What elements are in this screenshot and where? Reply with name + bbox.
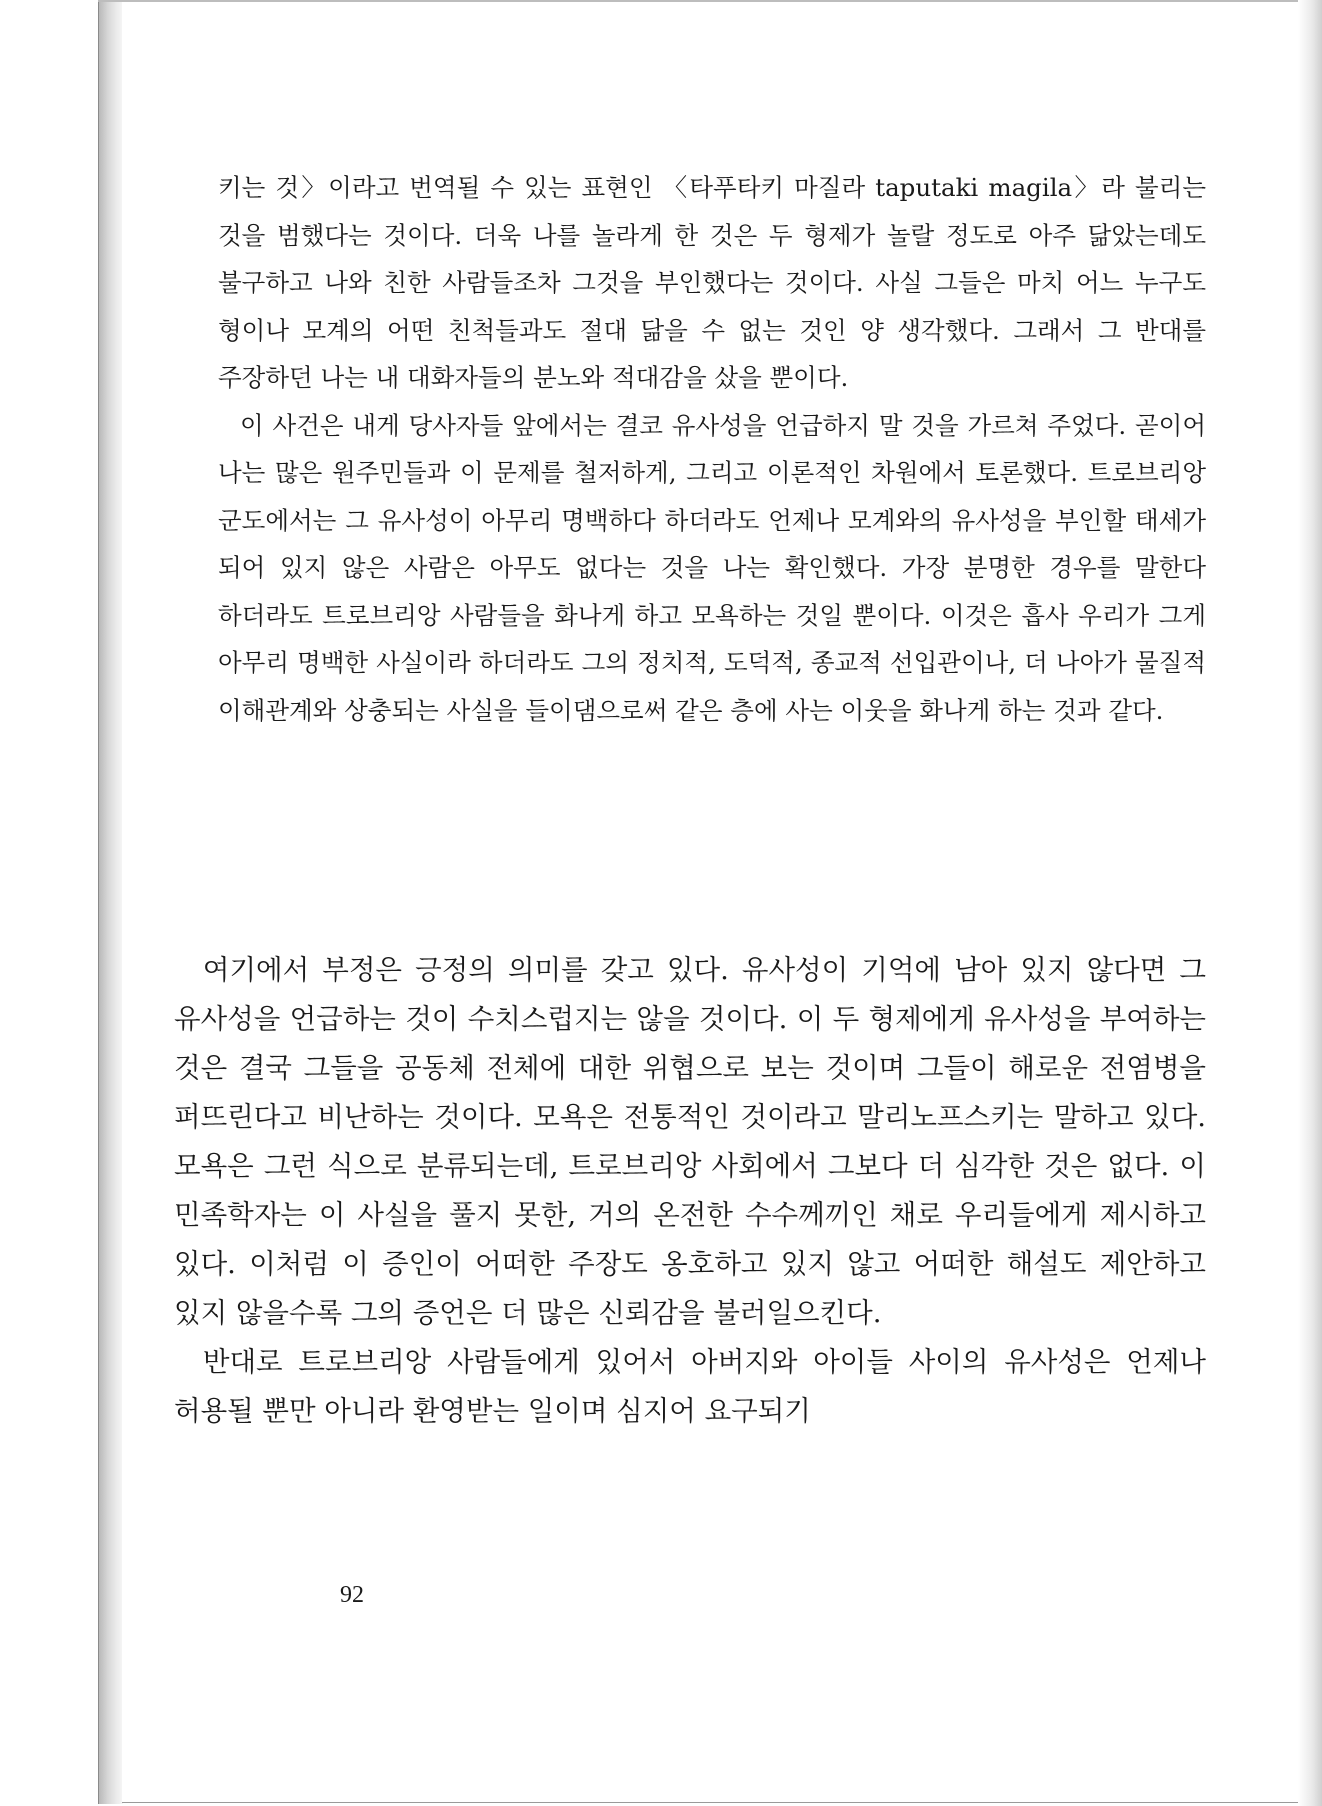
body-paragraph: 여기에서 부정은 긍정의 의미를 갖고 있다. 유사성이 기억에 남아 있지 않다면 그 유사성을 언급하는 것이 수치스럽지는 않을 것이다. 이 두 형제에게 유사성을 부여하는 것은 결국 그들을 공동체 전체에 대한 위협으로 보는 것이며 그들이 해로운 전염병을 퍼뜨린다고 비난하는 것이다. 모욕은 전통적인 것이라고 말리노프스키는 말하고 있다. 모욕은 그런 식으로 분류되는데, 트로브리앙 사회에서 그보다 더 심각한 것은 없다. 이 민족학자는 이 사실을 풀지 못한, 거의 온전한 수수께끼인 채로 우리들에게 제시하고 있다. 이처럼 이 증인이 어떠한 주장도 옹호하고 있지 않고 어떠한 해설도 제안하고 있지 않을수록 그의 증언은 더 많은 신뢰감을 불러일으킨다. (174, 954, 1206, 1329)
page-right-shadow (1298, 0, 1322, 1806)
page-number: 92 (340, 1582, 364, 1608)
body-text (174, 946, 1206, 1436)
quote-paragraph: 키는 것〉이라고 번역될 수 있는 표현인 〈타푸타키 마질라 taputaki magila〉라 불리는 것을 범했다는 것이다. 더욱 나를 놀라게 한 것은 두 형제가 놀랄 정도로 아주 닮았는데도 불구하고 나와 친한 사람들조차 그것을 부인했다는 것이다. 사실 그들은 마치 어느 누구도 형이나 모계의 어떤 친척들과도 절대 닮을 수 없는 것인 양 생각했다. 그래서 그 반대를 주장하던 나는 내 대화자들의 분노와 적대감을 샀을 뿐이다. (218, 173, 1206, 392)
block-quote (218, 164, 1206, 734)
quote-paragraph: 이 사건은 내게 당사자들 앞에서는 결코 유사성을 언급하지 말 것을 가르쳐 주었다. 곧이어 나는 많은 원주민들과 이 문제를 철저하게, 그리고 이론적인 차원에서 토론했다. 트로브리앙 군도에서는 그 유사성이 아무리 명백하다 하더라도 언제나 모계와의 유사성을 부인할 태세가 되어 있지 않은 사람은 아무도 없다는 것을 나는 확인했다. 가장 분명한 경우를 말한다 하더라도 트로브리앙 사람들을 화나게 하고 모욕하는 것일 뿐이다. 이것은 흡사 우리가 그게 아무리 명백한 사실이라 하더라도 그의 정치적, 도덕적, 종교적 선입관이나, 더 나아가 물질적 이해관계와 상충되는 사실을 들이댐으로써 같은 층에 사는 이웃을 화나게 하는 것과 같다. (218, 410, 1206, 725)
page-stack-edge (98, 2, 123, 1804)
body-paragraph: 반대로 트로브리앙 사람들에게 있어서 아버지와 아이들 사이의 유사성은 언제나 허용될 뿐만 아니라 환영받는 일이며 심지어 요구되기 (174, 1346, 1206, 1427)
